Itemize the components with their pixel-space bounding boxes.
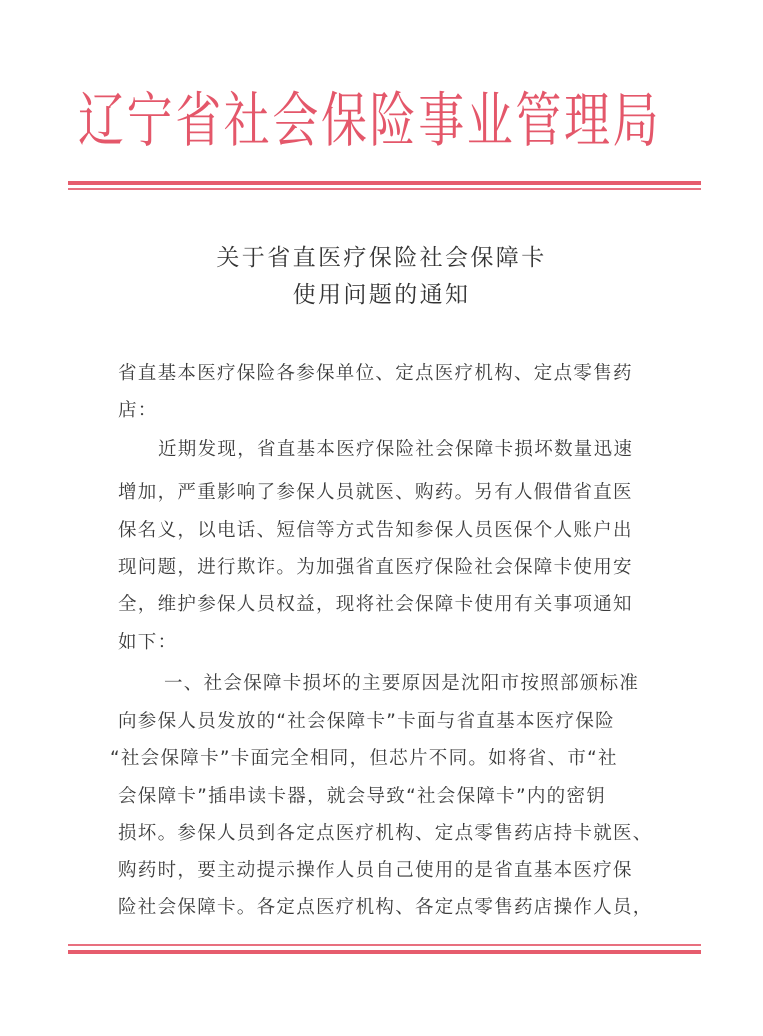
paragraph-line: 如下： <box>118 632 178 653</box>
paragraph-line: 近期发现，省直基本医疗保险社会保障卡损坏数量迅速 <box>158 439 634 460</box>
paragraph-line: 损坏。参保人员到各定点医疗机构、定点零售药店持卡就医、 <box>118 823 653 844</box>
footer-rule-thick <box>68 950 701 954</box>
paragraph-line: “社会保障卡”卡面完全相同，但芯片不同。如将省、市“社 <box>110 748 618 769</box>
salutation-line: 店： <box>118 400 158 421</box>
paragraph-line: 现问题，进行欺诈。为加强省直医疗保险社会保障卡使用安 <box>118 557 633 578</box>
document-title-line-1: 关于省直医疗保险社会保障卡 <box>216 245 547 271</box>
footer-rule-thin <box>68 944 701 946</box>
paragraph-line: 会保障卡”插串读卡器，就会导致“社会保障卡”内的密钥 <box>118 786 607 807</box>
document-title-line-2: 使用问题的通知 <box>292 282 471 308</box>
paragraph-line: 全，维护参保人员权益，现将社会保障卡使用有关事项通知 <box>118 594 633 615</box>
paragraph-line: 向参保人员发放的“社会保障卡”卡面与省直基本医疗保险 <box>118 711 615 732</box>
paragraph-line: 险社会保障卡。各定点医疗机构、各定点零售药店操作人员， <box>118 897 653 918</box>
salutation-line: 省直基本医疗保险各参保单位、定点医疗机构、定点零售药 <box>118 363 633 384</box>
letterhead-rule-thin <box>68 188 701 190</box>
paragraph-line: 增加，严重影响了参保人员就医、购药。另有人假借省直医 <box>118 482 633 503</box>
paragraph-line: 保名义，以电话、短信等方式告知参保人员医保个人账户出 <box>118 520 633 541</box>
paragraph-line: 一、社会保障卡损坏的主要原因是沈阳市按照部颁标准 <box>164 673 640 694</box>
paragraph-line: 购药时，要主动提示操作人员自己使用的是省直基本医疗保 <box>118 860 633 881</box>
letterhead-rule-thick <box>68 181 701 185</box>
letterhead-organization-name: 辽宁省社会保险事业管理局 <box>78 84 662 156</box>
